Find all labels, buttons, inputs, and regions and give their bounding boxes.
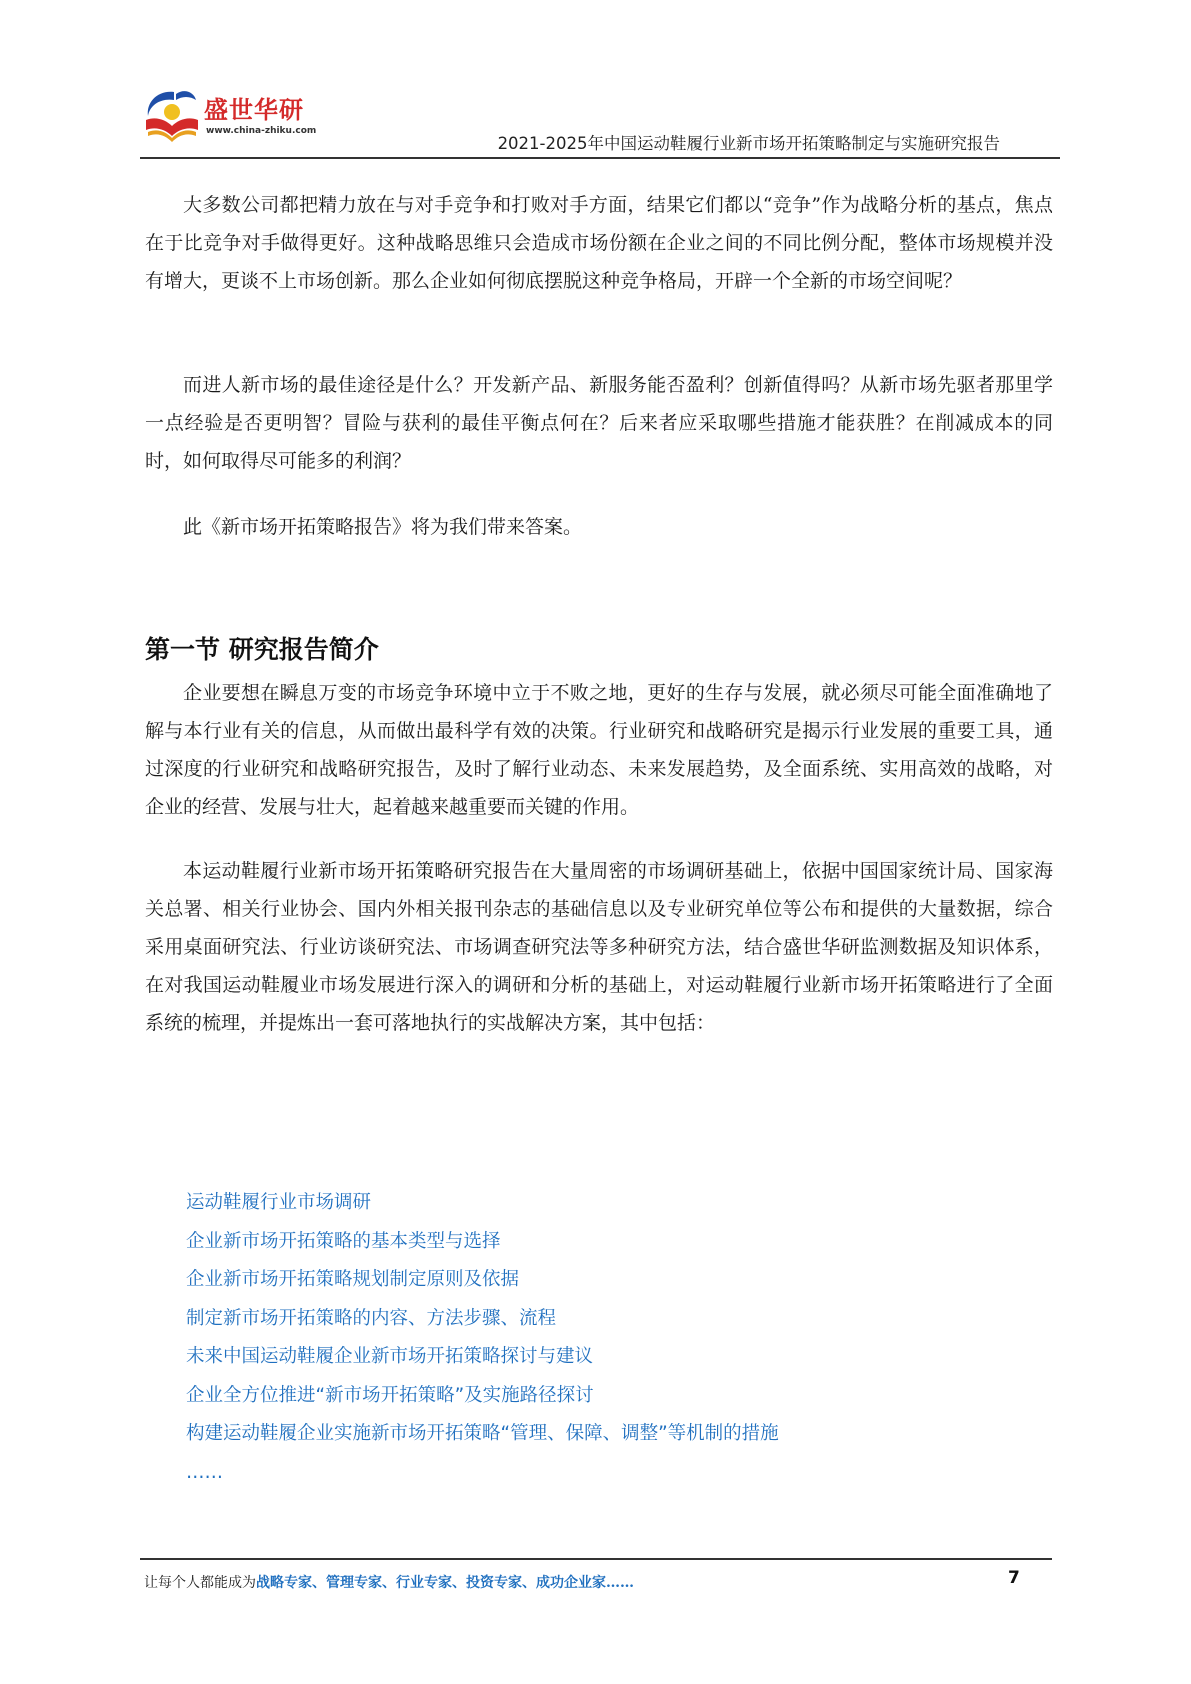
logo-brand-text: 盛世华研 (204, 96, 304, 124)
list-item[interactable]: 运动鞋履行业市场调研 (186, 1192, 372, 1213)
intro-paragraph-1: 大多数公司都把精力放在与对手竞争和打败对手方面，结果它们都以“竞争”作为战略分析的基点，焦点在于比竞争对手做得更好。这种战略思维只会造成市场份额在企业之间的不同比例分配，整体市场规模并没有增大，更谈不上市场创新。那么企业如何彻底摆脱这种竞争格局，开辟一个全新的市场空间呢？ (145, 194, 1053, 292)
header-divider (140, 157, 1060, 159)
intro-paragraph-2: 而进人新市场的最佳途径是什么？开发新产品、新服务能否盈利？创新值得吗？从新市场先驱者那里学一点经验是否更明智？冒险与获利的最佳平衡点何在？后来者应采取哪些措施才能获胜？在削减成本的同时，如何取得尽可能多的利润？ (145, 374, 1053, 472)
page-header (140, 80, 1060, 158)
list-item[interactable]: 企业新市场开拓策略的基本类型与选择 (186, 1230, 501, 1252)
report-title: 2021-2025年中国运动鞋履行业新市场开拓策略制定与实施研究报告 (497, 134, 1000, 153)
page-number: 7 (1008, 1568, 1020, 1588)
list-item[interactable]: 构建运动鞋履企业实施新市场开拓策略“管理、保障、调整”等机制的措施 (186, 1423, 779, 1444)
footer-slogan (144, 1572, 634, 1592)
list-item-ellipsis: …… (186, 1461, 223, 1483)
intro-paragraph-3: 此《新市场开拓策略报告》将为我们带来答案。 (183, 516, 583, 538)
footer-slogan-highlight: 战略专家、管理专家、行业专家、投资专家、成功企业家…… (256, 1575, 634, 1591)
logo-url-text: www.china-zhiku.com (206, 126, 317, 136)
section-paragraph-1: 企业要想在瞬息万变的市场竞争环境中立于不败之地，更好的生存与发展，就必须尽可能全面准确地了解与本行业有关的信息，从而做出最科学有效的决策。行业研究和战略研究是揭示行业发展的重要工具，通过深度的行业研究和战略研究报告，及时了解行业动态、未来发展趋势，及全面系统、实用高效的战略，对企业的经营、发展与壮大，起着越来越重要而关键的作用。 (145, 682, 1053, 818)
contents-list (186, 1184, 779, 1492)
section-paragraph-2: 本运动鞋履行业新市场开拓策略研究报告在大量周密的市场调研基础上，依据中国国家统计局、国家海关总署、相关行业协会、国内外相关报刊杂志的基础信息以及专业研究单位等公布和提供的大量数据，综合采用桌面研究法、行业访谈研究法、市场调查研究法等多种研究方法，结合盛世华研监测数据及知识体系，在对我国运动鞋履业市场发展进行深入的调研和分析的基础上，对运动鞋履行业新市场开拓策略进行了全面系统的梳理，并提炼出一套可落地执行的实战解决方案，其中包括： (145, 860, 1053, 1034)
list-item[interactable]: 企业新市场开拓策略规划制定原则及依据 (186, 1269, 520, 1290)
footer-divider (140, 1558, 1052, 1560)
section-heading: 第一节 研究报告简介 (145, 635, 379, 664)
list-item[interactable]: 未来中国运动鞋履企业新市场开拓策略探讨与建议 (186, 1346, 594, 1367)
logo-book-icon (140, 86, 204, 150)
list-item[interactable]: 企业全方位推进“新市场开拓策略”及实施路径探讨 (186, 1384, 594, 1406)
list-item[interactable]: 制定新市场开拓策略的内容、方法步骤、流程 (186, 1307, 557, 1329)
company-logo (140, 84, 330, 154)
footer-slogan-prefix: 让每个人都能成为 (144, 1575, 256, 1591)
